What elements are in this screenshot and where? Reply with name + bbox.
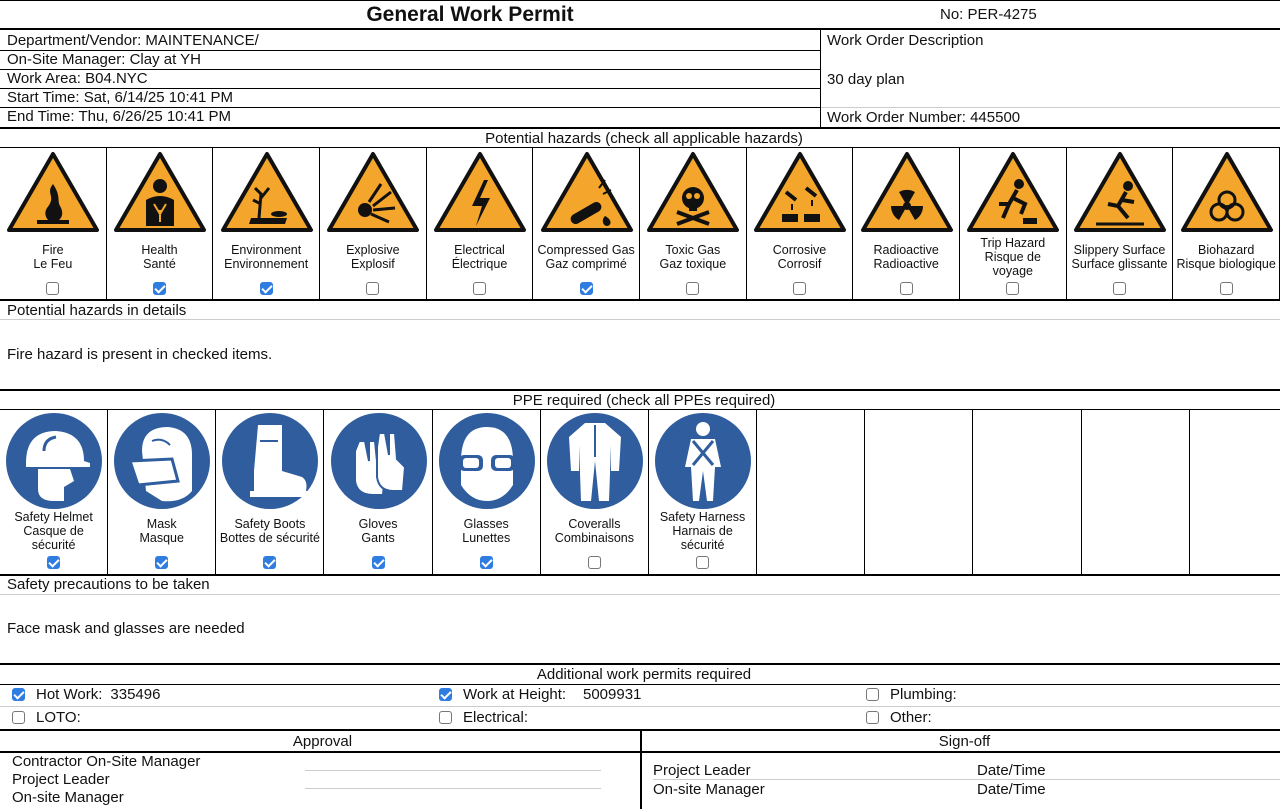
hazard-label — [107, 243, 213, 271]
ppe-label — [325, 517, 432, 545]
additional-permit-checkbox[interactable] — [439, 688, 452, 701]
ppe-cell — [433, 410, 541, 574]
radioactive-icon — [857, 148, 957, 236]
hazard-cell — [960, 148, 1067, 299]
hazard-label — [320, 243, 426, 271]
approval-project-leader-signature-line[interactable] — [305, 788, 601, 789]
ppe-cell — [649, 410, 757, 574]
ppe-label-line2: Gants — [361, 531, 395, 545]
ppe-label — [649, 510, 756, 552]
hazard-label-line1: Biohazard — [1198, 243, 1255, 257]
ppe-empty-cell — [757, 410, 865, 574]
hazard-label-line2: Le Feu — [33, 257, 73, 271]
toxic-gas-icon — [643, 148, 743, 236]
hazard-label — [853, 243, 959, 271]
ppe-label-line2: Lunettes — [462, 531, 511, 545]
hazard-cell — [1067, 148, 1174, 299]
ppe-label-line1: Safety Boots — [234, 517, 306, 531]
hazard-label-line1: Compressed Gas — [537, 243, 635, 257]
end-time-value[interactable]: Thu, 6/26/25 10:41 PM — [78, 108, 232, 125]
fire-icon — [3, 148, 103, 236]
ppe-cell — [541, 410, 649, 574]
start-time-label: Start Time: — [7, 89, 80, 106]
hazard-label-line2: Électrique — [451, 257, 508, 271]
hazard-cell — [427, 148, 534, 299]
hazard-checkbox[interactable] — [366, 282, 379, 295]
hazard-cell — [107, 148, 214, 299]
additional-permit-label: LOTO: — [36, 709, 81, 726]
approval-onsite-manager-label: On-site Manager — [12, 789, 124, 806]
ppe-label-line2: Bottes de sécurité — [219, 531, 320, 545]
ppe-checkbox[interactable] — [696, 556, 709, 569]
additional-permit-value[interactable]: 5009931 — [583, 686, 642, 703]
ppe-label-line2: Casque de — [23, 524, 84, 538]
ppe-label-line3: sécurité — [680, 538, 725, 552]
additional-permit-label: Plumbing: — [890, 686, 957, 703]
work-area-row — [7, 70, 148, 87]
hazard-checkbox[interactable] — [580, 282, 593, 295]
hazard-cell — [320, 148, 427, 299]
ppe-empty-cell — [865, 410, 973, 574]
hazard-label-line1: Electrical — [454, 243, 505, 257]
ppe-label-line2: Harnais de — [672, 524, 733, 538]
approval-contractor-label: Contractor On-Site Manager — [12, 753, 201, 770]
work-order-desc-value[interactable]: 30 day plan — [827, 71, 905, 88]
additional-permit-value[interactable]: 335496 — [110, 686, 161, 703]
ppe-checkbox[interactable] — [155, 556, 168, 569]
ppe-label-line1: Mask — [146, 517, 177, 531]
ppe-checkbox[interactable] — [47, 556, 60, 569]
department-row — [7, 32, 259, 49]
additional-permit-checkbox[interactable] — [866, 688, 879, 701]
helmet-icon — [4, 411, 104, 511]
hazard-label — [427, 243, 533, 271]
start-time-row — [7, 89, 233, 106]
work-area-value[interactable]: B04.NYC — [85, 70, 148, 87]
approval-heading: Approval — [292, 733, 353, 750]
hazard-cell — [213, 148, 320, 299]
additional-permit-checkbox[interactable] — [439, 711, 452, 724]
signoff-project-leader-date[interactable]: Date/Time — [977, 762, 1046, 779]
work-order-desc-label: Work Order Description — [827, 32, 984, 49]
additional-permit-label: Hot Work: — [36, 686, 103, 703]
page-title: General Work Permit — [366, 3, 574, 26]
end-time-label: End Time: — [7, 108, 75, 125]
manager-row — [7, 51, 201, 68]
ppe-empty-cell — [1082, 410, 1190, 574]
slippery-surface-icon — [1070, 148, 1170, 236]
additional-permit-label: Electrical: — [463, 709, 529, 726]
hazard-label-line2: Explosif — [350, 257, 395, 271]
hazard-label-line2: Santé — [143, 257, 176, 271]
hazard-label-line2: Radioactive — [873, 257, 939, 271]
explosive-icon — [323, 148, 423, 236]
hazard-label-line2: Corrosif — [777, 257, 822, 271]
hazards-heading: Potential hazards (check all applicable hazards) — [485, 130, 803, 147]
ppe-label — [216, 517, 323, 545]
hazard-label-line1: Trip Hazard — [980, 236, 1046, 250]
ppe-label-line2: Combinaisons — [554, 531, 635, 545]
ppe-label — [433, 517, 540, 545]
additional-permit-checkbox[interactable] — [12, 688, 25, 701]
hazard-label — [213, 243, 319, 271]
hazard-checkbox[interactable] — [793, 282, 806, 295]
compressed-gas-icon — [537, 148, 637, 236]
ppe-label-line1: Coveralls — [568, 517, 621, 531]
environment-icon — [217, 148, 317, 236]
ppe-checkbox[interactable] — [588, 556, 601, 569]
hazard-cell — [533, 148, 640, 299]
hazard-cell — [640, 148, 747, 299]
signoff-project-leader-label: Project Leader — [653, 762, 751, 779]
hazard-label-line2: Environnement — [224, 257, 309, 271]
work-order-number-label: Work Order Number: — [827, 109, 966, 126]
ppe-heading: PPE required (check all PPEs required) — [512, 392, 776, 409]
hazard-label-line2: Surface glissante — [1071, 257, 1168, 271]
work-order-number-row — [827, 109, 1020, 126]
additional-permit-label: Other: — [890, 709, 932, 726]
hazard-cell — [1173, 148, 1280, 299]
hazard-label — [1067, 243, 1173, 271]
additional-permit-label: Work at Height: — [463, 686, 567, 703]
coveralls-icon — [545, 411, 645, 511]
hazard-label-line2: Risque biologique — [1176, 257, 1276, 271]
ppe-cell — [0, 410, 108, 574]
hazard-label — [640, 243, 746, 271]
hazard-checkbox[interactable] — [900, 282, 913, 295]
hazard-label — [1173, 243, 1279, 271]
hazard-label-line1: Toxic Gas — [665, 243, 721, 257]
hazard-checkbox[interactable] — [1113, 282, 1126, 295]
ppe-checkbox[interactable] — [372, 556, 385, 569]
biohazard-icon — [1177, 148, 1277, 236]
hazard-checkbox[interactable] — [1006, 282, 1019, 295]
ppe-label-line1: Safety Harness — [659, 510, 746, 524]
hazard-label-line1: Slippery Surface — [1073, 243, 1166, 257]
hazard-label-line1: Explosive — [346, 243, 400, 257]
manager-label: On-Site Manager: — [7, 51, 126, 68]
trip-hazard-icon — [963, 148, 1063, 236]
ppe-cell — [108, 410, 216, 574]
start-time-value[interactable]: Sat, 6/14/25 10:41 PM — [83, 89, 233, 106]
hazard-label-line2: Risque de — [984, 250, 1041, 264]
additional-permits-heading: Additional work permits required — [536, 666, 752, 683]
hazard-label — [747, 243, 853, 271]
work-area-label: Work Area: — [7, 70, 81, 87]
health-icon — [110, 148, 210, 236]
signoff-onsite-manager-date[interactable]: Date/Time — [977, 781, 1046, 798]
ppe-empty-cell — [974, 410, 1082, 574]
hazard-label-line2: Gaz comprimé — [545, 257, 627, 271]
hazard-checkbox[interactable] — [46, 282, 59, 295]
boots-icon — [220, 411, 320, 511]
permit-number: No: PER-4275 — [940, 6, 1037, 23]
ppe-label-line2: Masque — [139, 531, 184, 545]
approval-contractor-signature-line[interactable] — [305, 770, 601, 771]
ppe-label — [108, 517, 215, 545]
mask-icon — [112, 411, 212, 511]
hazard-label — [0, 243, 106, 271]
department-value[interactable]: MAINTENANCE/ — [145, 32, 259, 49]
hazard-label-line1: Radioactive — [873, 243, 939, 257]
glasses-icon — [437, 411, 537, 511]
hazard-checkbox[interactable] — [686, 282, 699, 295]
work-order-number-value[interactable]: 445500 — [970, 109, 1021, 126]
end-time-row — [7, 108, 231, 125]
ppe-cell — [216, 410, 324, 574]
ppe-checkbox[interactable] — [263, 556, 276, 569]
hazard-cell — [853, 148, 960, 299]
hazard-checkbox[interactable] — [153, 282, 166, 295]
hazard-cell — [747, 148, 854, 299]
hazard-label-line1: Fire — [42, 243, 64, 257]
ppe-label-line1: Gloves — [358, 517, 398, 531]
ppe-label-line1: Glasses — [463, 517, 509, 531]
additional-permit-checkbox[interactable] — [866, 711, 879, 724]
precautions-label: Safety precautions to be taken — [7, 576, 210, 593]
ppe-label-line1: Safety Helmet — [14, 510, 93, 524]
electrical-icon — [430, 148, 530, 236]
hazard-label-line2: Gaz toxique — [659, 257, 727, 271]
signoff-heading: Sign-off — [938, 733, 991, 750]
hazard-checkbox[interactable] — [260, 282, 273, 295]
hazard-label-line1: Environment — [231, 243, 302, 257]
precautions-value[interactable]: Face mask and glasses are needed — [7, 620, 245, 637]
ppe-checkbox[interactable] — [480, 556, 493, 569]
hazard-cell — [0, 148, 107, 299]
approval-project-leader-label: Project Leader — [12, 771, 110, 788]
additional-permit-checkbox[interactable] — [12, 711, 25, 724]
hazard-details-value[interactable]: Fire hazard is present in checked items. — [7, 346, 273, 363]
hazard-label-line3: voyage — [992, 264, 1033, 278]
ppe-empty-cell — [1190, 410, 1280, 574]
hazard-label-line1: Corrosive — [772, 243, 827, 257]
manager-value[interactable]: Clay at YH — [129, 51, 201, 68]
department-label: Department/Vendor: — [7, 32, 142, 49]
harness-icon — [653, 411, 753, 511]
gloves-icon — [329, 411, 429, 511]
ppe-label — [541, 517, 648, 545]
corrosive-icon — [750, 148, 850, 236]
ppe-cell — [325, 410, 433, 574]
hazard-checkbox[interactable] — [473, 282, 486, 295]
ppe-label — [0, 510, 107, 552]
hazard-label — [960, 236, 1066, 278]
ppe-label-line3: sécurité — [31, 538, 76, 552]
hazard-checkbox[interactable] — [1220, 282, 1233, 295]
hazard-label — [533, 243, 639, 271]
hazard-label-line1: Health — [141, 243, 178, 257]
hazard-details-label: Potential hazards in details — [7, 302, 187, 319]
signoff-onsite-manager-label: On-site Manager — [653, 781, 765, 798]
